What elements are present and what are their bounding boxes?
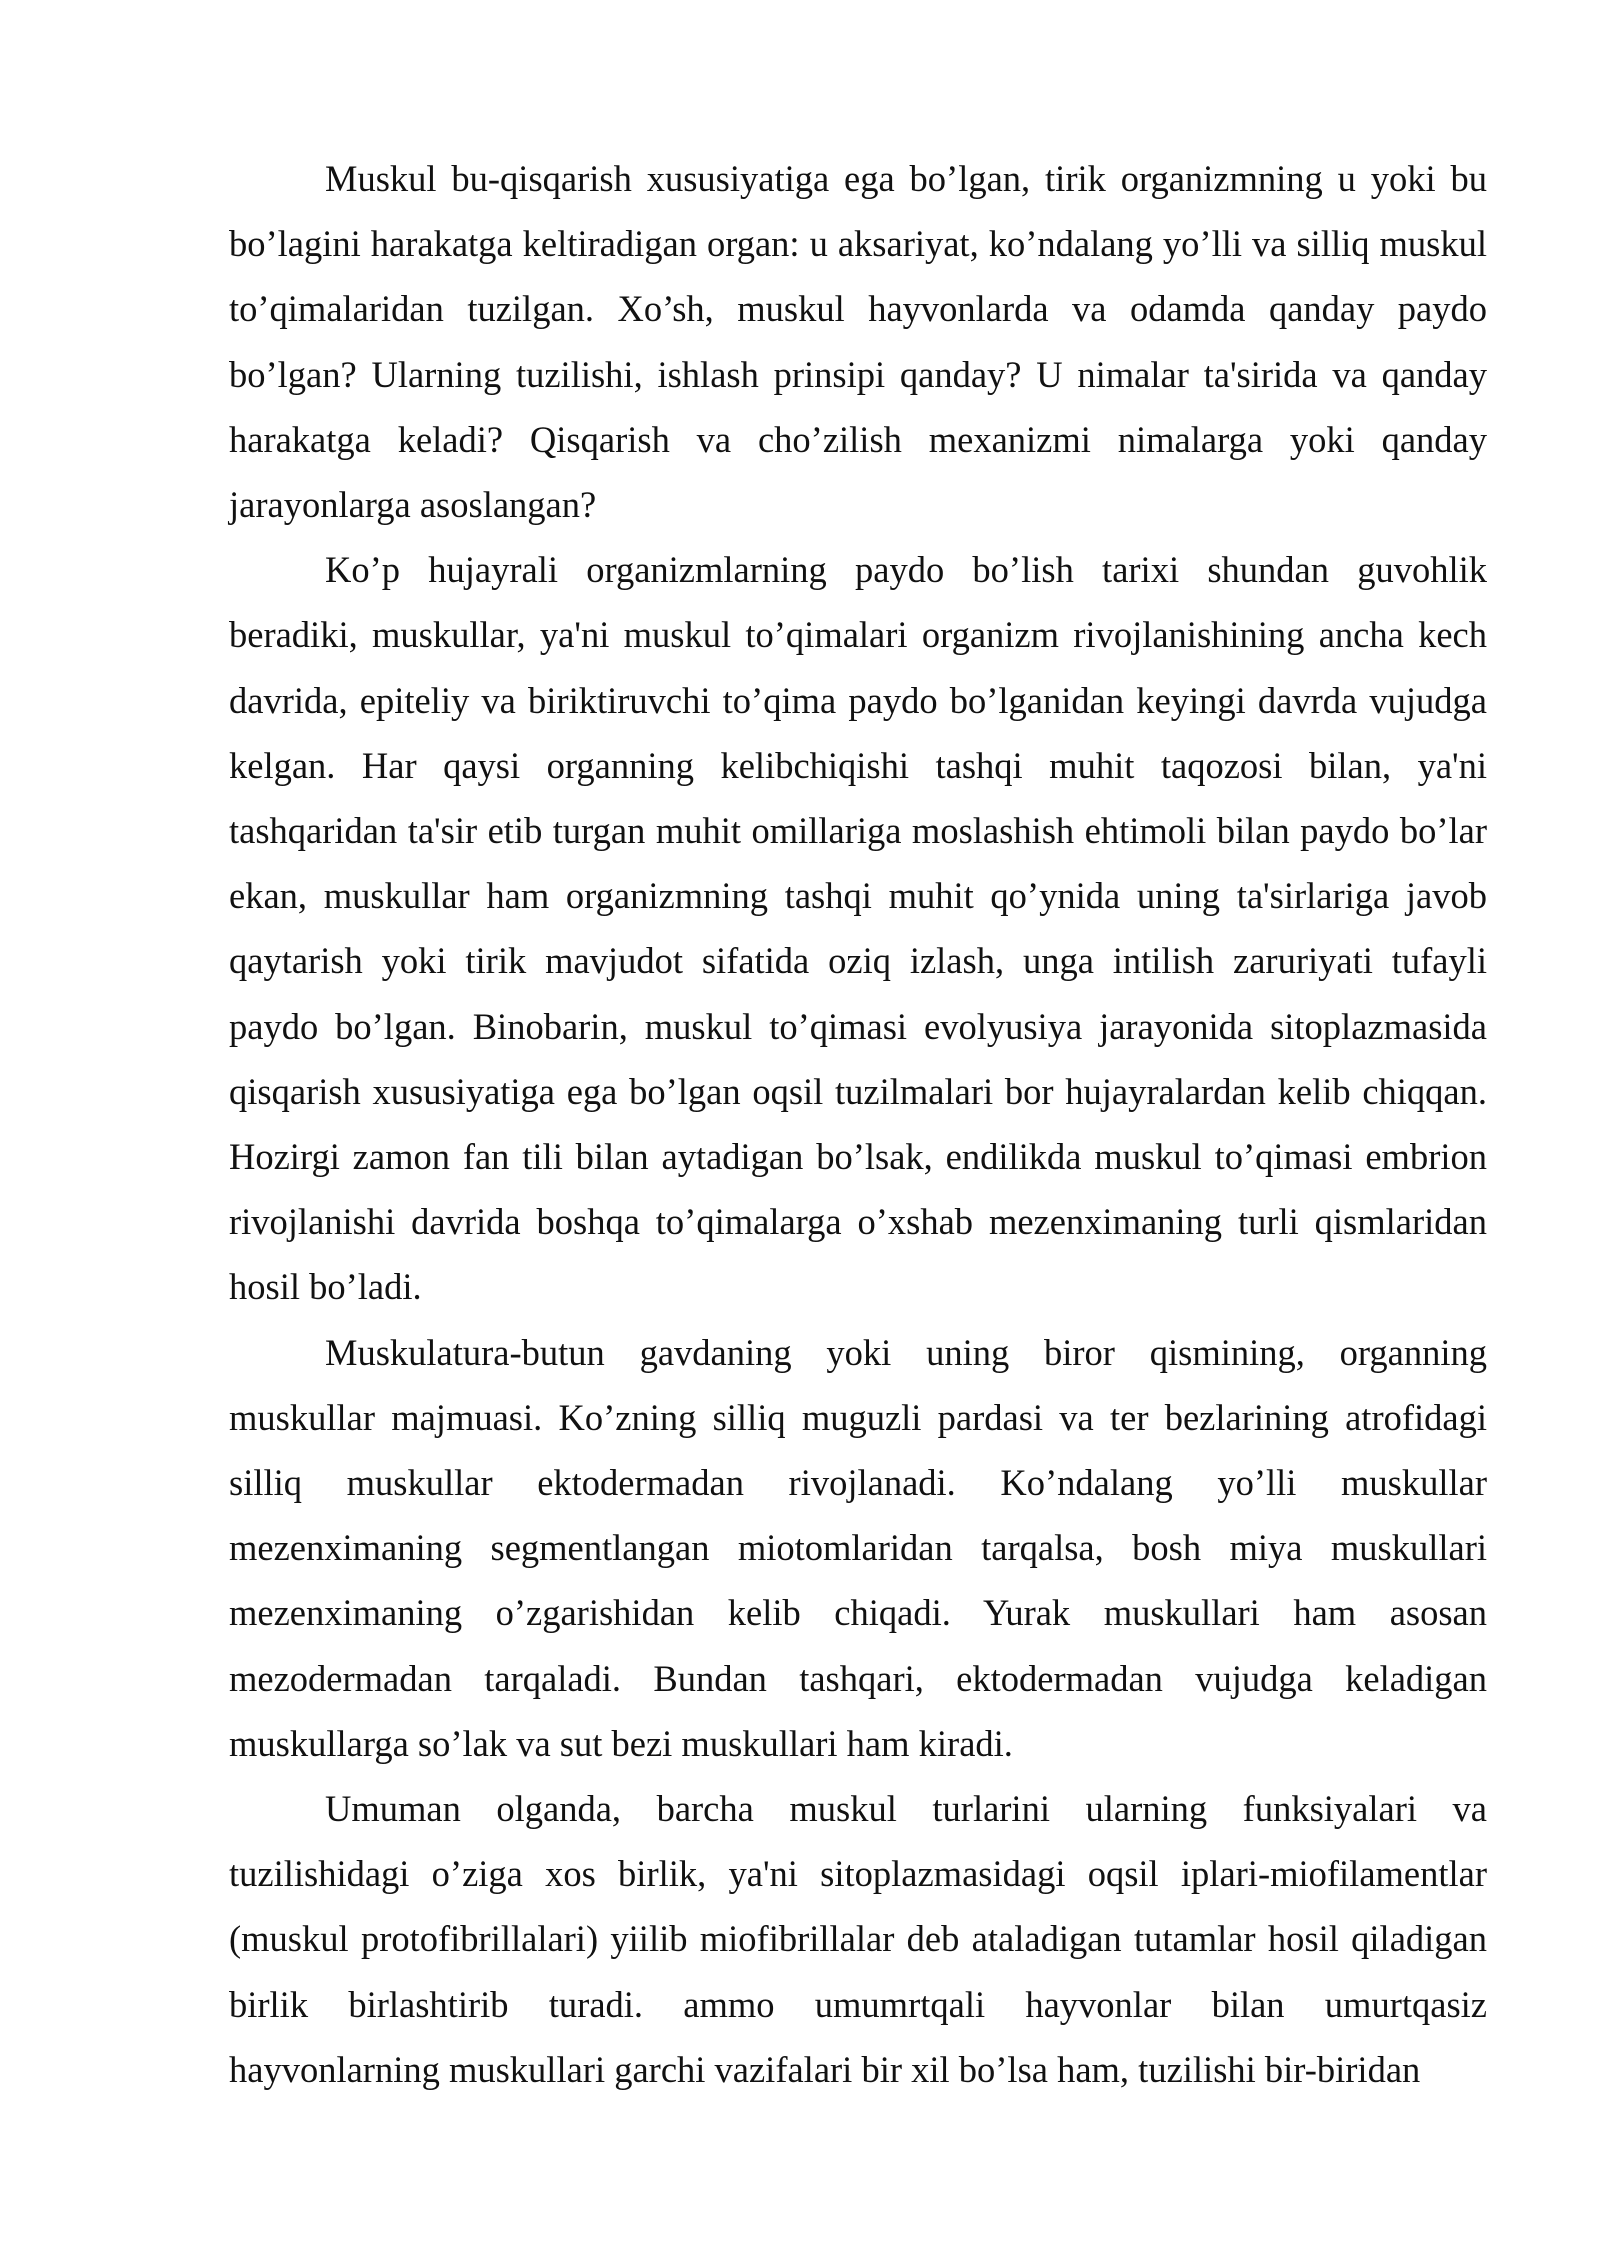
document-page [229, 146, 1487, 2102]
paragraph-muscle-definition: Muskul bu-qisqarish xususiyatiga ega bo’lgan, tirik organizmning u yoki bu bo’lagini harakatga keltiradigan organ: u aksariyat, ko’ndalang yo’lli va silliq muskul to’qimalaridan tuzilgan. Xo’sh, muskul hayvonlarda va odamda qanday paydo bo’lgan? Ularning tuzilishi, ishlash prinsipi qanday? U nimalar ta'sirida va qanday harakatga keladi? Qisqarish va cho’zilish mexanizmi nimalarga yoki qanday jarayonlarga asoslangan? [229, 158, 1487, 526]
paragraph-muscle-origin: Ko’p hujayrali organizmlarning paydo bo’lish tarixi shundan guvohlik beradiki, muskullar, ya'ni muskul to’qimalari organizm rivojlanishining ancha kech davrida, epiteliy va biriktiruvchi to’qima paydo bo’lganidan keyingi davrda vujudga kelgan. Har qaysi organning kelibchiqishi tashqi muhit taqozosi bilan, ya'ni tashqaridan ta'sir etib turgan muhit omillariga moslashish ehtimoli bilan paydo bo’lar ekan, muskullar ham organizmning tashqi muhit qo’ynida uning ta'sirlariga javob qaytarish yoki tirik mavjudot sifatida oziq izlash, unga intilish zaruriyati tufayli paydo bo’lgan. Binobarin, muskul to’qimasi evolyusiya jarayonida sitoplazmasida qisqarish xususiyatiga ega bo’lgan oqsil tuzilmalari bor hujayralardan kelib chiqqan. Hozirgi zamon fan tili bilan aytadigan bo’lsak, endilikda muskul to’qimasi embrion rivojlanishi davrida boshqa to’qimalarga o’xshab mezenximaning turli qismlaridan hosil bo’ladi. [229, 549, 1487, 1308]
paragraph-musculature: Muskulatura-butun gavdaning yoki uning biror qismining, organning muskullar majmuasi. Ko’zning silliq muguzli pardasi va ter bezlarining atrofidagi silliq muskullar ektodermadan rivojlanadi. Ko’ndalang yo’lli muskullar mezenximaning segmentlangan miotomlaridan tarqalsa, bosh miya muskullari mezenximaning o’zgarishidan kelib chiqadi. Yurak muskullari ham asosan mezodermadan tarqaladi. Bundan tashqari, ektodermadan vujudga keladigan muskullarga so’lak va sut bezi muskullari ham kiradi. [229, 1331, 1487, 1764]
paragraph-muscle-types: Umuman olganda, barcha muskul turlarini ularning funksiyalari va tuzilishidagi o’ziga xos birlik, ya'ni sitoplazmasidagi oqsil iplari-miofilamentlar (muskul protofibrillalari) yiilib miofibrillalar deb ataladigan tutamlar hosil qiladigan birlik birlashtirib turadi. ammo umumrtqali hayvonlar bilan umurtqasiz hayvonlarning muskullari garchi vazifalari bir xil bo’lsa ham, tuzilishi bir-biridan [229, 1788, 1487, 2090]
